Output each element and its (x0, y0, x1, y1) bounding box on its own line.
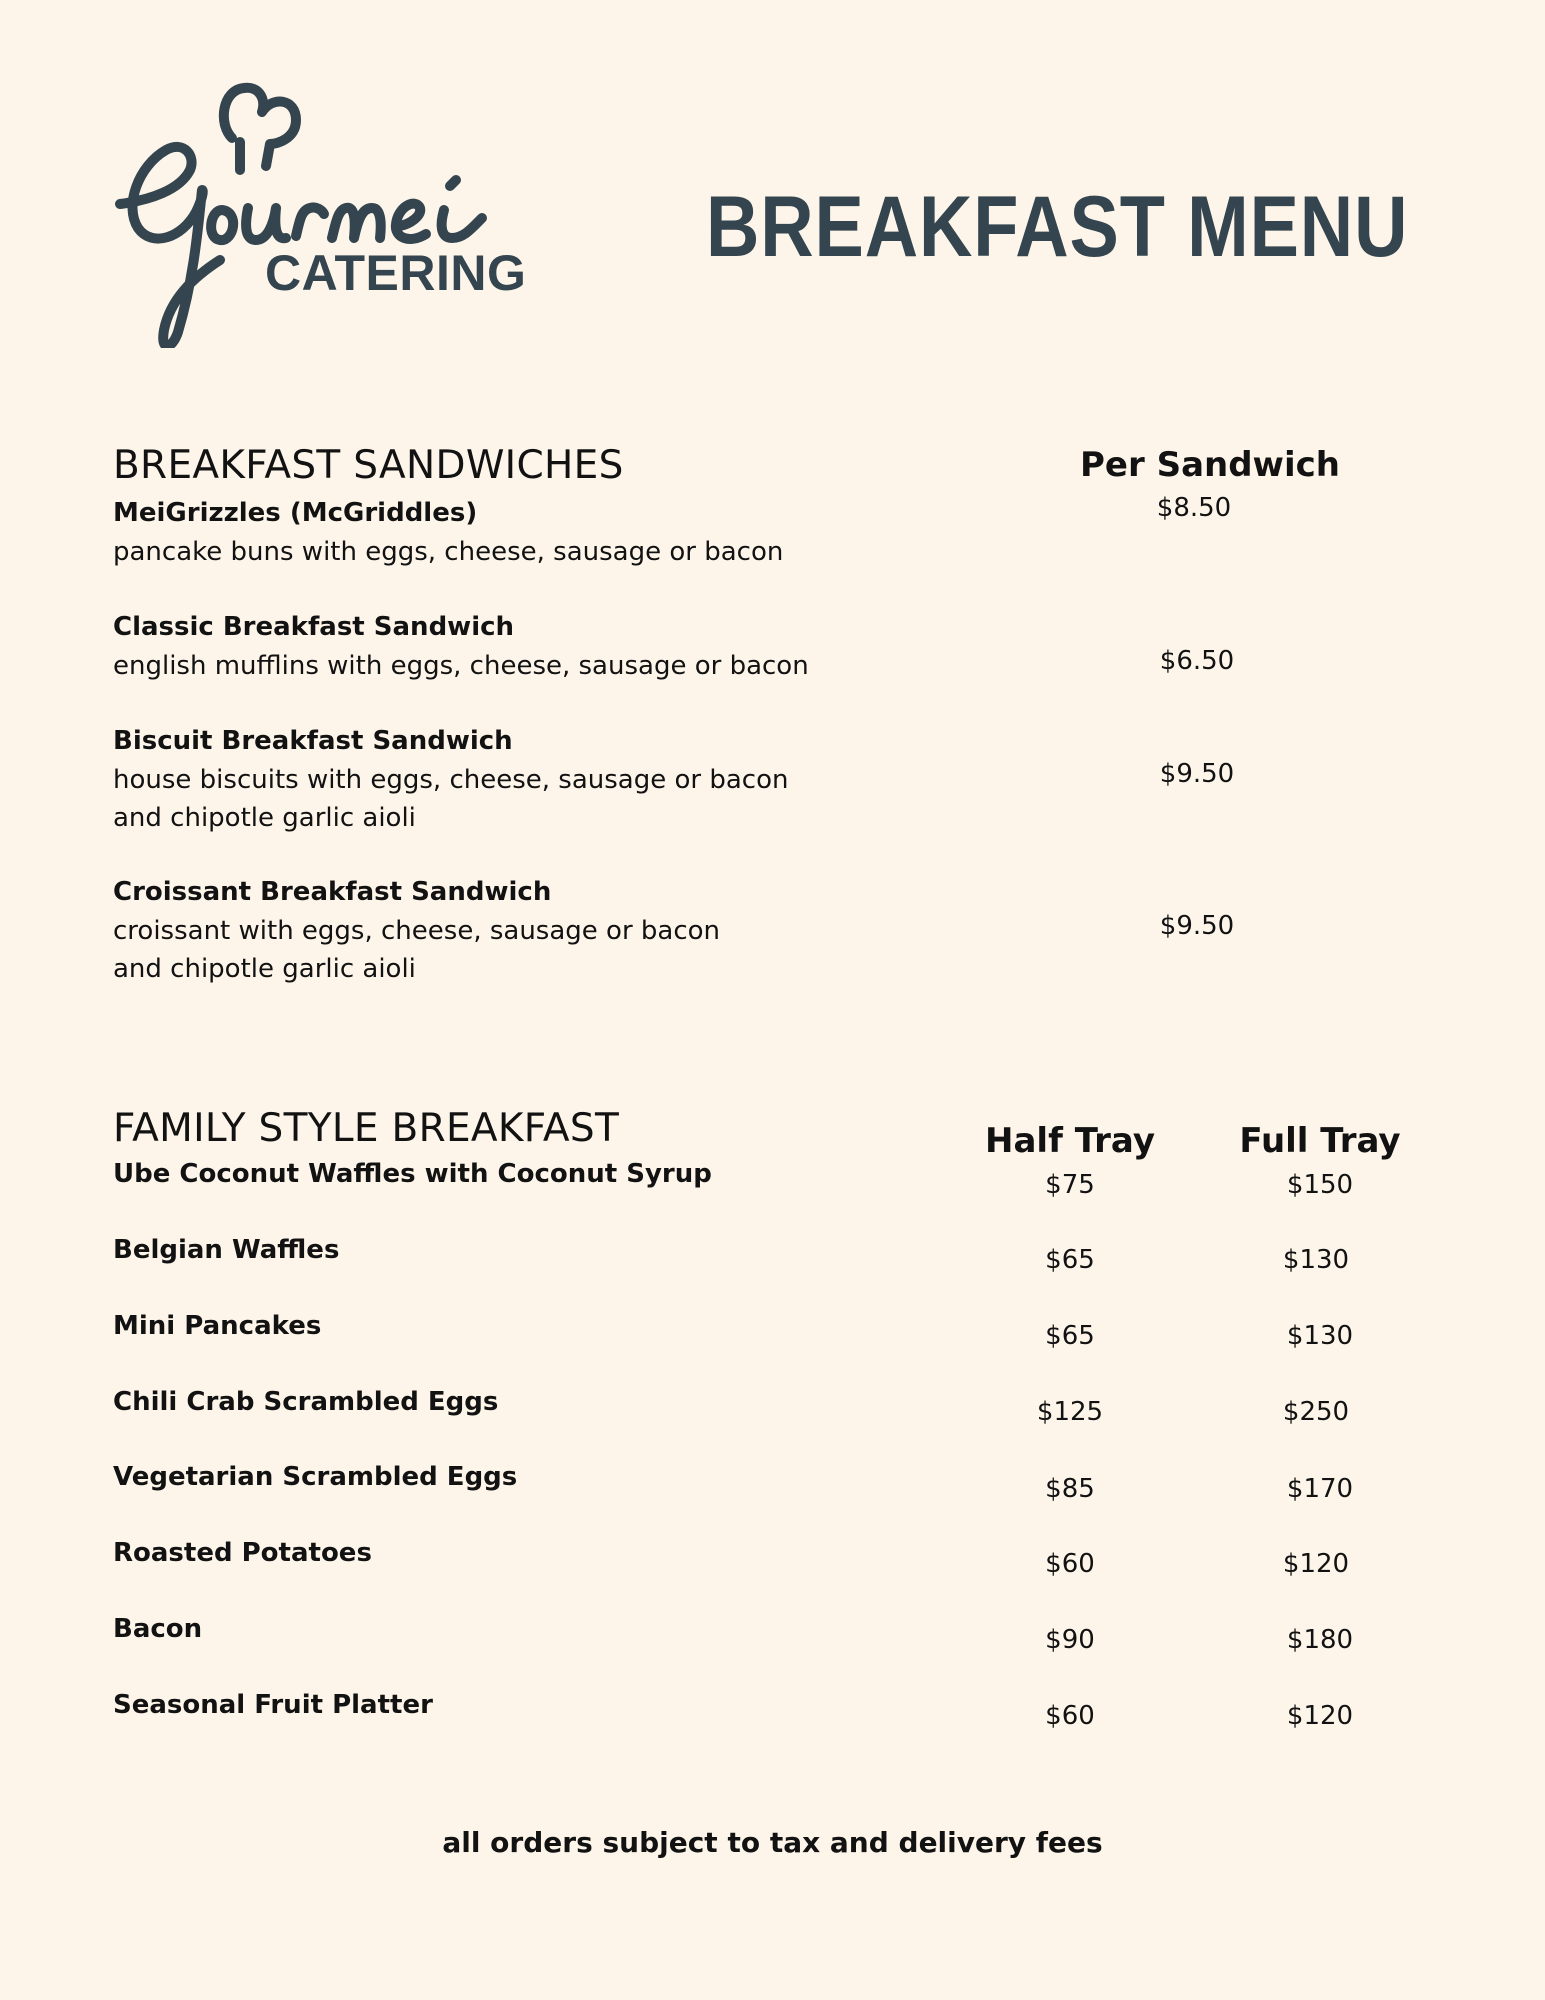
menu-item-description: house biscuits with eggs, cheese, sausage or bacon (113, 765, 789, 795)
family-item-name: Belgian Waffles (113, 1235, 340, 1265)
menu-item-price: $6.50 (1159, 646, 1235, 676)
full-tray-price: $130 (1286, 1321, 1354, 1351)
half-tray-price: $65 (1045, 1321, 1095, 1351)
per-sandwich-header: Per Sandwich (1080, 445, 1340, 485)
section-title-breakfast-sandwiches: BREAKFAST SANDWICHES (113, 443, 624, 488)
menu-item-description: and chipotle garlic aioli (113, 803, 416, 833)
menu-item-name: Classic Breakfast Sandwich (113, 612, 515, 642)
family-item-name: Mini Pancakes (113, 1311, 322, 1341)
menu-item-price: $9.50 (1159, 911, 1235, 941)
menu-item-description: english mufflins with eggs, cheese, sausage or bacon (113, 651, 809, 681)
full-tray-price: $250 (1282, 1397, 1350, 1427)
half-tray-price: $125 (1036, 1397, 1104, 1427)
half-tray-price: $75 (1045, 1170, 1095, 1200)
menu-item-description: croissant with eggs, cheese, sausage or bacon (113, 916, 721, 946)
family-item-name: Bacon (113, 1614, 203, 1644)
half-tray-header: Half Tray (985, 1121, 1155, 1161)
family-item-name: Chili Crab Scrambled Eggs (113, 1387, 499, 1417)
family-item-name: Vegetarian Scrambled Eggs (113, 1462, 518, 1492)
menu-item-name: Croissant Breakfast Sandwich (113, 877, 552, 907)
full-tray-price: $170 (1286, 1474, 1354, 1504)
menu-item-description: pancake buns with eggs, cheese, sausage or bacon (113, 537, 784, 567)
half-tray-price: $90 (1045, 1625, 1095, 1655)
chef-hat-script-logo-icon (110, 78, 570, 348)
footer-note: all orders subject to tax and delivery fees (442, 1826, 1103, 1859)
family-item-name: Roasted Potatoes (113, 1538, 372, 1568)
full-tray-price: $120 (1286, 1701, 1354, 1731)
family-item-name: Seasonal Fruit Platter (113, 1690, 433, 1720)
full-tray-header: Full Tray (1239, 1121, 1401, 1161)
half-tray-price: $85 (1045, 1474, 1095, 1504)
logo-catering-text: CATERING (265, 245, 527, 301)
menu-item-name: MeiGrizzles (McGriddles) (113, 498, 478, 528)
gourmei-catering-logo (110, 78, 570, 348)
page-title: BREAKFAST MENU (706, 179, 1409, 275)
family-item-name: Ube Coconut Waffles with Coconut Syrup (113, 1159, 712, 1189)
menu-item-price: $8.50 (1156, 493, 1232, 523)
full-tray-price: $130 (1282, 1245, 1350, 1275)
half-tray-price: $60 (1045, 1701, 1095, 1731)
menu-item-name: Biscuit Breakfast Sandwich (113, 726, 513, 756)
section-title-family-style-breakfast: FAMILY STYLE BREAKFAST (113, 1106, 620, 1151)
menu-item-price: $9.50 (1159, 759, 1235, 789)
half-tray-price: $60 (1045, 1549, 1095, 1579)
full-tray-price: $150 (1286, 1170, 1354, 1200)
half-tray-price: $65 (1045, 1245, 1095, 1275)
full-tray-price: $120 (1282, 1549, 1350, 1579)
menu-item-description: and chipotle garlic aioli (113, 954, 416, 984)
full-tray-price: $180 (1286, 1625, 1354, 1655)
